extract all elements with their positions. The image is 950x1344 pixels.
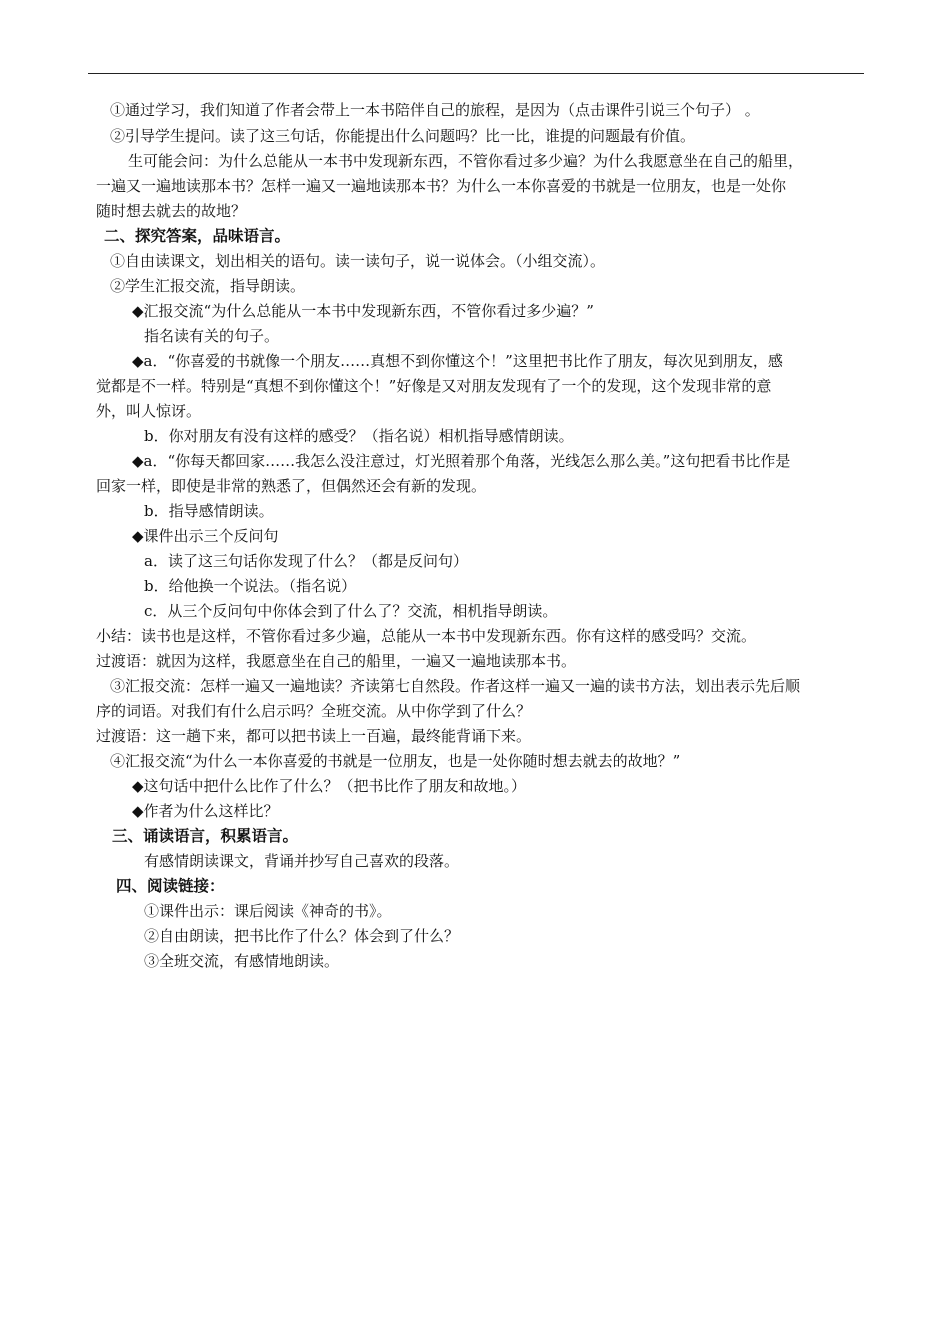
paragraph-line: b．给他换一个说法。（指名说） xyxy=(144,577,357,595)
paragraph-line: c．从三个反问句中你体会到了什么了？交流，相机指导朗读。 xyxy=(144,602,558,620)
paragraph-line: ◆这句话中把什么比作了什么？（把书比作了朋友和故地。） xyxy=(132,777,527,795)
paragraph-line: ③汇报交流：怎样一遍又一遍地读？齐读第七自然段。作者这样一遍又一遍的读书方法，划出表示先后顺 xyxy=(110,677,801,695)
paragraph-line: 小结：读书也是这样，不管你看过多少遍，总能从一本书中发现新东西。你有这样的感受吗？交流。 xyxy=(96,627,757,645)
paragraph-line: ◆作者为什么这样比？ xyxy=(132,802,279,820)
paragraph-line: 有感情朗读课文，背诵并抄写自己喜欢的段落。 xyxy=(144,852,460,870)
paragraph-line: a．读了这三句话你发现了什么？（都是反问句） xyxy=(144,552,468,570)
paragraph-line: ②学生汇报交流，指导朗读。 xyxy=(110,277,306,295)
paragraph-line: ①通过学习，我们知道了作者会带上一本书陪伴自己的旅程，是因为（点击课件引说三个句子） 。 xyxy=(110,101,760,119)
paragraph-line: 过渡语：这一趟下来，都可以把书读上一百遍，最终能背诵下来。 xyxy=(96,727,532,745)
paragraph-line: ④汇报交流“为什么一本你喜爱的书就是一位朋友，也是一处你随时想去就去的故地？” xyxy=(110,752,681,770)
paragraph-line: ◆a．“你喜爱的书就像一个朋友……真想不到你懂这个！”这里把书比作了朋友，每次见到朋友，感 xyxy=(132,352,783,370)
paragraph-line: 指名读有关的句子。 xyxy=(144,327,280,345)
paragraph-line: ◆a．“你每天都回家……我怎么没注意过，灯光照着那个角落，光线怎么那么美。”这句把看书比作是 xyxy=(132,452,791,470)
paragraph-line: ③全班交流，有感情地朗读。 xyxy=(144,952,340,970)
paragraph-line: ①自由读课文，划出相关的语句。读一读句子，说一说体会。（小组交流）。 xyxy=(110,252,606,270)
paragraph-line: ②自由朗读，把书比作了什么？体会到了什么？ xyxy=(144,927,460,945)
paragraph-line: b．指导感情朗读。 xyxy=(144,502,274,520)
paragraph-line: ◆课件出示三个反问句 xyxy=(132,527,279,545)
paragraph-line: 回家一样，即使是非常的熟悉了，但偶然还会有新的发现。 xyxy=(96,477,487,495)
paragraph-line: 生可能会问：为什么总能从一本书中发现新东西，不管你看过多少遍？为什么我愿意坐在自己的船里， xyxy=(128,152,804,170)
section-heading: 三、诵读语言，积累语言。 xyxy=(112,827,299,845)
paragraph-line: ②引导学生提问。读了这三句话，你能提出什么问题吗？比一比，谁提的问题最有价值。 xyxy=(110,127,696,145)
paragraph-line: ◆汇报交流“为什么总能从一本书中发现新东西，不管你看过多少遍？” xyxy=(132,302,594,320)
paragraph-line: 一遍又一遍地读那本书？怎样一遍又一遍地读那本书？为什么一本你喜爱的书就是一位朋友，也是一处你 xyxy=(96,177,787,195)
paragraph-line: b．你对朋友有没有这样的感受？（指名说）相机指导感情朗读。 xyxy=(144,427,574,445)
section-heading: 四、阅读链接： xyxy=(116,877,225,895)
paragraph-line: 随时想去就去的故地？ xyxy=(96,202,247,220)
paragraph-line: 序的词语。对我们有什么启示吗？全班交流。从中你学到了什么？ xyxy=(96,702,532,720)
header-rule xyxy=(88,73,864,74)
section-heading: 二、探究答案，品味语言。 xyxy=(104,227,291,245)
paragraph-line: 觉都是不一样。特别是“真想不到你懂这个！”好像是又对朋友发现有了一个的发现，这个发现非常的意 xyxy=(96,377,772,395)
paragraph-line: ①课件出示：课后阅读《神奇的书》。 xyxy=(144,902,392,920)
paragraph-line: 外，叫人惊讶。 xyxy=(96,402,202,420)
paragraph-line: 过渡语：就因为这样，我愿意坐在自己的船里，一遍又一遍地读那本书。 xyxy=(96,652,577,670)
